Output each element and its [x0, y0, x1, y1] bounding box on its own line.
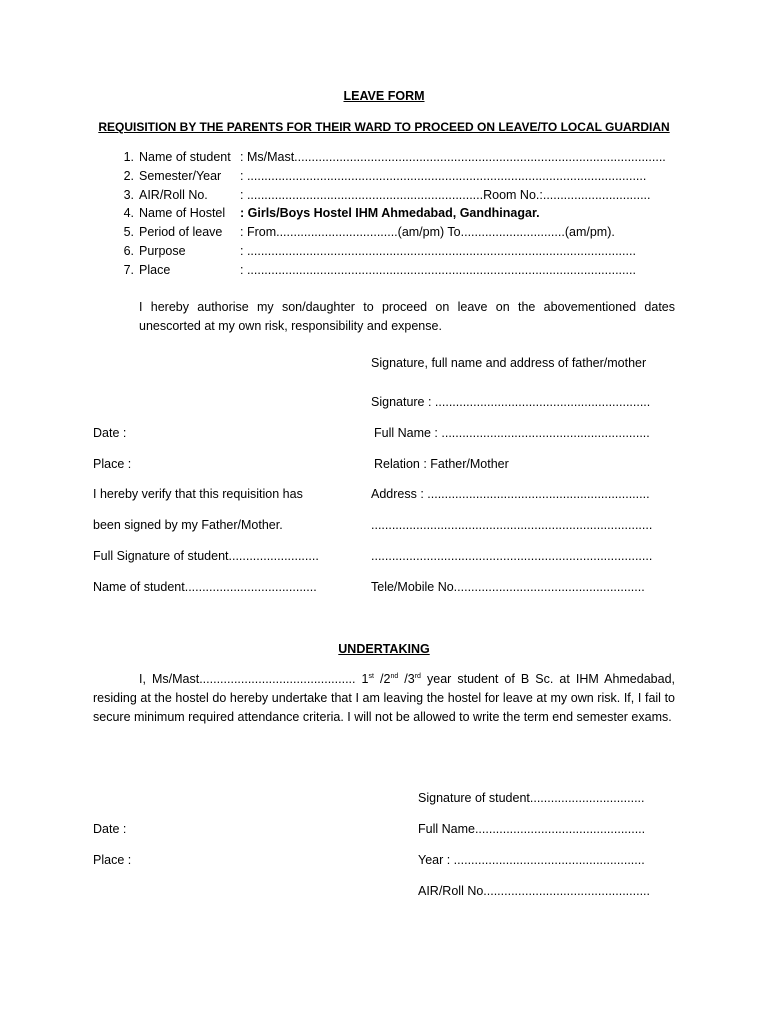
- field-label: Semester/Year: [139, 168, 222, 183]
- field-label: Name of Hostel: [139, 206, 226, 221]
- ordinal-sep-2: /3: [398, 672, 415, 686]
- student-signature-field[interactable]: Signature of student.................................: [418, 791, 645, 805]
- field-purpose[interactable]: [116, 244, 676, 263]
- ordinal-1st: st: [368, 672, 374, 680]
- undertaking-title: UNDERTAKING: [338, 642, 430, 656]
- field-number: 1.: [123, 150, 134, 164]
- date-label: Date :: [93, 426, 127, 440]
- field-number: 7.: [123, 262, 134, 277]
- student-full-signature-field[interactable]: Full Signature of student..........................: [93, 549, 319, 563]
- undertaking-full-name-field[interactable]: Full Name.................................................: [418, 822, 646, 836]
- undertaking-text-start: I, Ms/Mast............................................. 1: [139, 672, 369, 686]
- undertaking-text: [93, 670, 675, 727]
- field-number: 3.: [123, 187, 134, 202]
- student-details-list: [116, 150, 676, 282]
- field-label: Purpose: [139, 243, 186, 258]
- undertaking-roll-no-field[interactable]: AIR/Roll No................................................: [418, 884, 650, 898]
- form-subtitle: REQUISITION BY THE PARENTS FOR THEIR WARD TO PROCEED ON LEAVE/TO LOCAL GUARDIAN: [98, 120, 670, 134]
- field-value[interactable]: : ................................................................................................................: [240, 243, 636, 258]
- form-title: LEAVE FORM: [343, 89, 425, 103]
- field-label: Name of student: [139, 150, 231, 164]
- field-place[interactable]: [116, 263, 676, 282]
- verify-text-line-2: been signed by my Father/Mother.: [93, 518, 283, 532]
- parent-phone-field[interactable]: Tele/Mobile No.......................................................: [371, 580, 645, 594]
- field-number: 2.: [123, 168, 134, 183]
- parent-address-line-2[interactable]: .................................................................................: [371, 518, 653, 532]
- field-number: 5.: [123, 225, 134, 240]
- field-period-of-leave[interactable]: [116, 225, 676, 244]
- field-number: 4.: [123, 206, 134, 221]
- field-label: Place: [139, 262, 171, 277]
- field-name-of-student[interactable]: [116, 150, 676, 169]
- ordinal-sep-1: /2: [373, 672, 391, 686]
- parent-address-line-3[interactable]: .................................................................................: [371, 549, 653, 563]
- parent-relation-field[interactable]: Relation : Father/Mother: [374, 457, 509, 471]
- undertaking-text-end: year student of B Sc. at IHM Ahmedabad, residing at the hostel do hereby undertake that I am leaving the hostel for leave at my own risk. If, I fail to secure minimum required attendance criteria. I will not be allowed to write the term end semester exams.: [93, 672, 675, 724]
- authorisation-text: I hereby authorise my son/daughter to proceed on leave on the abovementioned dates unescorted at my own risk, responsibility and expense.: [139, 300, 675, 333]
- field-label: Period of leave: [139, 225, 223, 240]
- field-value[interactable]: : From...................................(am/pm) To..............................(am/pm).: [240, 225, 615, 240]
- ordinal-3rd: rd: [414, 672, 421, 680]
- field-value[interactable]: : ................................................................................................................: [240, 262, 636, 277]
- field-air-roll-no[interactable]: [116, 188, 676, 207]
- undertaking-date-label: Date :: [93, 822, 127, 836]
- field-name-of-hostel: [116, 206, 676, 225]
- parent-signature-field[interactable]: Signature : ..............................................................: [371, 395, 651, 409]
- ordinal-2nd: nd: [390, 672, 399, 680]
- field-number: 6.: [123, 243, 134, 258]
- field-value[interactable]: : ...................................................................................................................: [240, 168, 647, 183]
- verify-text-line-1: I hereby verify that this requisition has: [93, 487, 303, 501]
- field-value: : Girls/Boys Hostel IHM Ahmedabad, Gandhinagar.: [240, 206, 540, 221]
- parent-address-field[interactable]: Address : ................................................................: [371, 487, 650, 501]
- student-name-field[interactable]: Name of student......................................: [93, 580, 317, 594]
- place-label: Place :: [93, 457, 132, 471]
- field-value[interactable]: : ....................................................................Room No.:...............................: [240, 187, 651, 202]
- undertaking-year-field[interactable]: Year : .......................................................: [418, 853, 645, 867]
- undertaking-place-label: Place :: [93, 853, 132, 867]
- field-value[interactable]: : Ms/Mast...........................................................................................................: [240, 150, 666, 164]
- field-label: AIR/Roll No.: [139, 187, 208, 202]
- parent-signature-heading: Signature, full name and address of father/mother: [371, 356, 647, 370]
- field-semester-year[interactable]: [116, 169, 676, 188]
- parent-full-name-field[interactable]: Full Name : ............................................................: [374, 426, 650, 440]
